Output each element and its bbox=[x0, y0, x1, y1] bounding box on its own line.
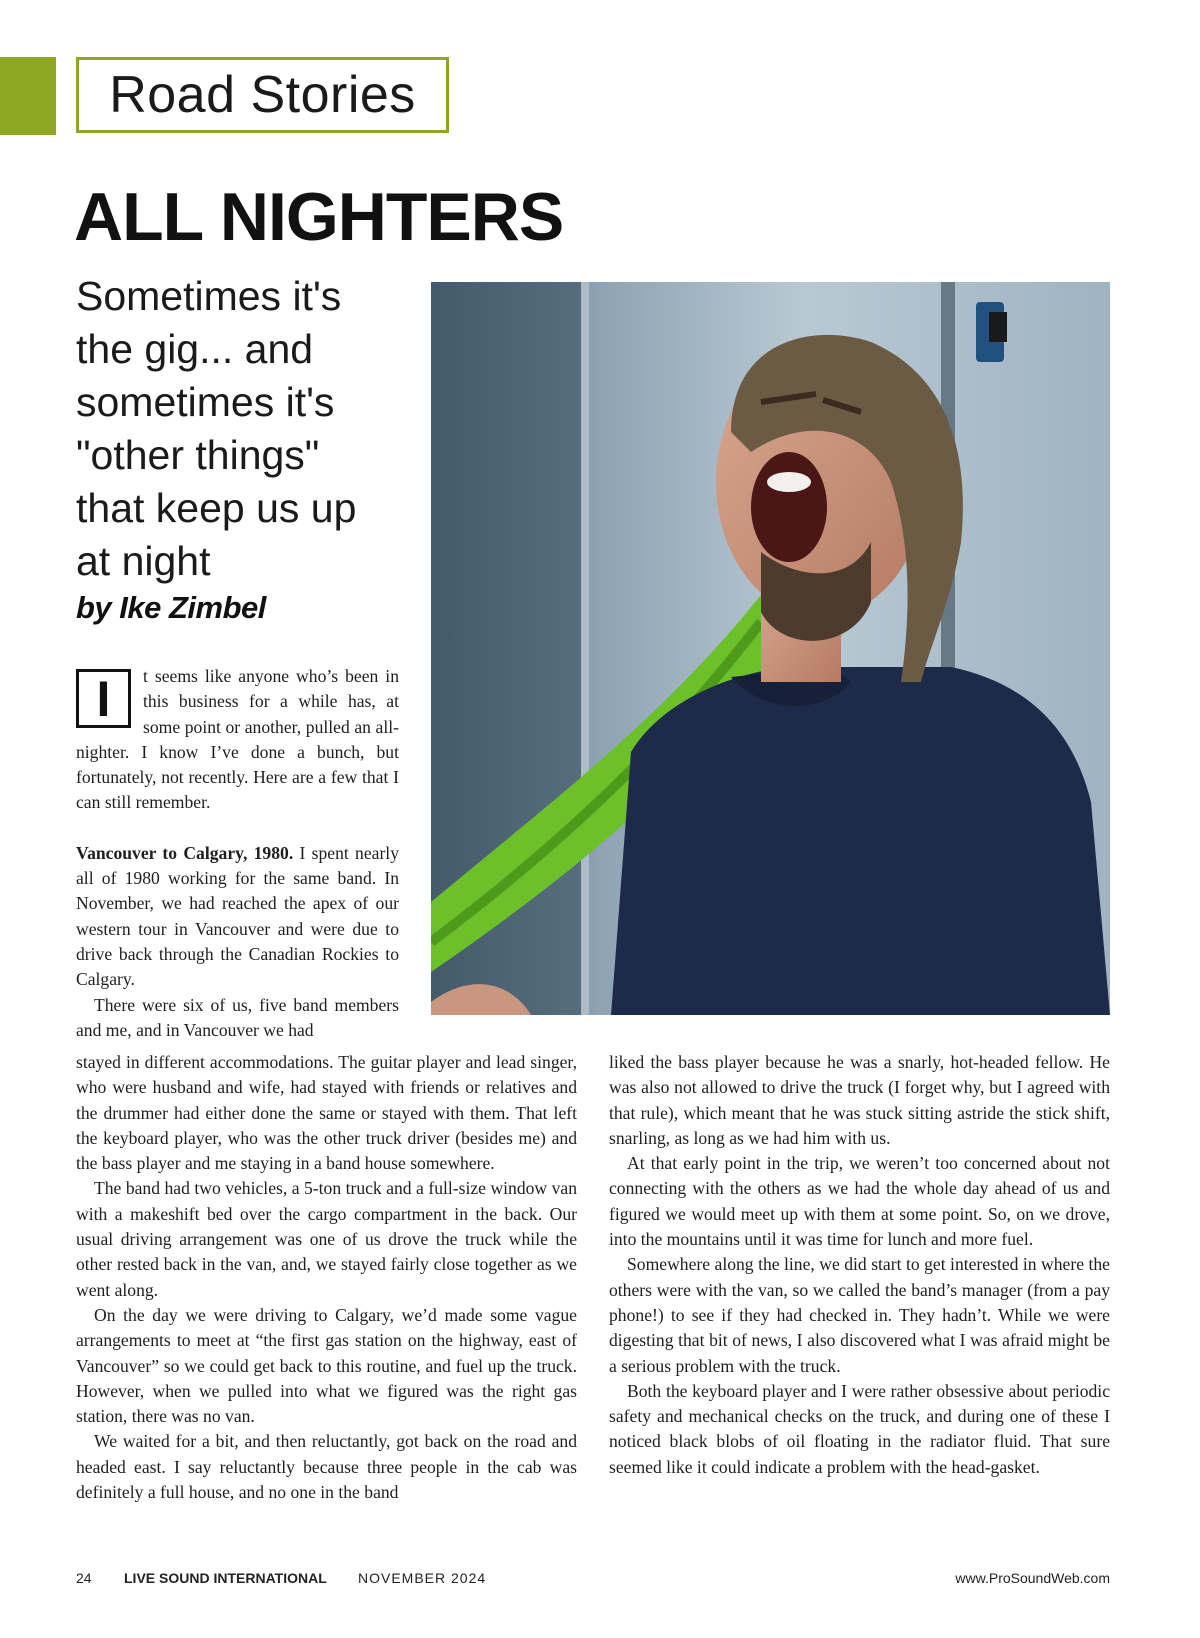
body-paragraph: There were six of us, five band members and me, and in Vancouver we had bbox=[76, 994, 399, 1040]
body-column-left-bottom bbox=[76, 1050, 577, 1505]
website-link[interactable]: www.ProSoundWeb.com bbox=[955, 1570, 1110, 1586]
section-accent-bar bbox=[0, 57, 56, 135]
body-paragraph: liked the bass player because he was a snarly, hot-headed fellow. He was also not allowed to drive the truck (I forget why, but I agreed with that rule), which meant that he was stuck sitting astride the stick shift, snarling, as long as we had him with us. bbox=[609, 1052, 1110, 1148]
body-paragraph bbox=[76, 841, 399, 993]
body-column-right bbox=[609, 1050, 1110, 1480]
article-headline: ALL NIGHTERS bbox=[74, 179, 564, 255]
body-paragraph: The band had two vehicles, a 5-ton truck and a full-size window van with a makeshift bed over the cargo compartment in the back. Our usual driving arrangement was one of us drove the truck while the other rested back in the van, and, we stayed fairly close together as we went along. bbox=[76, 1178, 577, 1300]
yawning-man-photo bbox=[431, 282, 1110, 1015]
body-paragraph: On the day we were driving to Calgary, we’d made some vague arrangements to meet at “the first gas station on the highway, east of Vancouver” so we could get back to this routine, and fuel up the truck. However, when we pulled into what we figured was the right gas station, there was no van. bbox=[76, 1304, 577, 1427]
body-paragraph: stayed in different accommodations. The guitar player and lead singer, who were husband and wife, had stayed with friends or relatives and the drummer had either done the same or stayed with them. That left the keyboard player, who was the other truck driver (besides me) and the bass player and me staying in a band house somewhere. bbox=[76, 1052, 577, 1174]
body-paragraph: t seems like anyone who’s been in this business for a while has, at some point or another, pulled an all-nighter. I know I’ve done a bunch, but fortunately, not recently. Here are a few that I can still remember. bbox=[76, 666, 399, 813]
body-paragraph: At that early point in the trip, we weren’t too concerned about not connecting with the others as we had the whole day ahead of us and figured we would meet up with them at some point. So, on we drove, into the mountains until it was time for lunch and more fuel. bbox=[609, 1153, 1110, 1250]
publication-name: LIVE SOUND INTERNATIONAL bbox=[124, 1570, 327, 1586]
page-footer bbox=[76, 1570, 1110, 1590]
page-number: 24 bbox=[76, 1570, 92, 1586]
intro-paragraph-block bbox=[76, 664, 399, 816]
issue-date: NOVEMBER 2024 bbox=[358, 1570, 487, 1586]
article-photo bbox=[431, 282, 1110, 1015]
body-text: I spent nearly all of 1980 working for the same band. In November, we had reached the apex of our western tour in Vancouver and were due to drive back through the Canadian Rockies to Calgary. bbox=[76, 842, 399, 990]
section-kicker-box bbox=[76, 57, 449, 133]
body-column-left-top bbox=[76, 664, 399, 1043]
drop-cap: I bbox=[76, 669, 131, 728]
body-paragraph: We waited for a bit, and then reluctantly, got back on the road and headed east. I say reluctantly because three people in the cab was definitely a full house, and no one in the band bbox=[76, 1431, 577, 1503]
section-subhead: Vancouver to Calgary, 1980. bbox=[76, 842, 294, 863]
article-byline: by Ike Zimbel bbox=[76, 590, 266, 625]
body-paragraph: Somewhere along the line, we did start to get interested in where the others were with the van, so we called the band’s manager (from a pay phone!) to see if they had checked in. They hadn’t. While we were digesting that bit of news, I also discovered what I was afraid might be a serious problem with the truck. bbox=[609, 1254, 1110, 1376]
body-paragraph: Both the keyboard player and I were rather obsessive about periodic safety and mechanical checks on the truck, and during one of these I noticed black blobs of oil floating in the radiator fluid. That sure seemed like it could indicate a problem with the head-gasket. bbox=[609, 1380, 1110, 1477]
article-deck: Sometimes it's the gig... and sometimes it's "other things" that keep us up at night bbox=[76, 273, 357, 584]
section-kicker: Road Stories bbox=[109, 66, 416, 124]
